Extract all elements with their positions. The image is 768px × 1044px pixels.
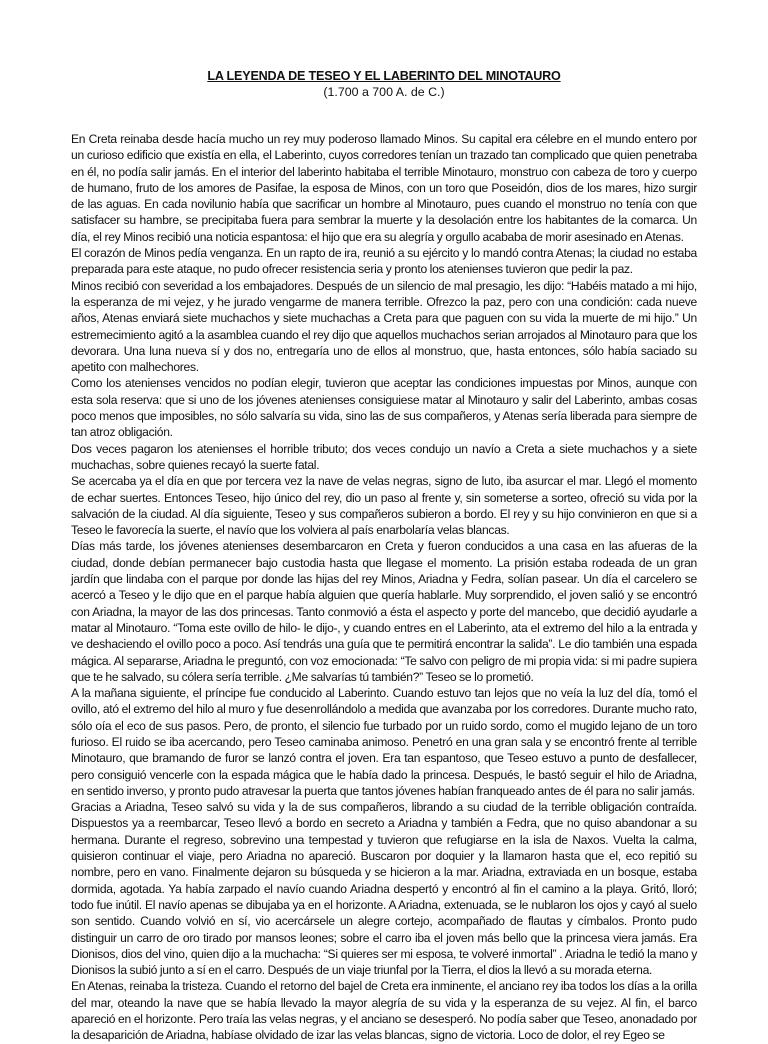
paragraph: El corazón de Minos pedía venganza. En un rapto de ira, reunió a su ejército y lo mandó contra Atenas; la ciudad no estaba preparada para este ataque, no pudo ofrecer resistencia seria y pronto los atenienses tuvieron que pedir la paz. (71, 246, 697, 277)
document-subtitle: (1.700 a 700 A. de C.) (323, 85, 445, 99)
paragraph: Minos recibió con severidad a los embajadores. Después de un silencio de mal presagio, les dijo: “Habéis matado a mi hijo, la esperanza de mi vejez, y he jurado vengarme de manera terrible. Ofrezco la paz, pero con una condición: cada nueve años, Atenas enviará siete muchachos y siete muchachas a Creta para que paguen con su vida la muerte de mi hijo.” Un estremecimiento agitó a la asamblea cuando el rey dijo que aquellos muchachos serian arrojados al Minotauro para que los devorara. Una luna nueva sí y dos no, entregaría uno de ellos al monstruo, que, hasta entonces, sólo había saciado su apetito con malhechores. (71, 278, 697, 375)
paragraph: Gracias a Ariadna, Teseo salvó su vida y la de sus compañeros, librando a su ciudad de la terrible obligación contraída. Dispuestos ya a reembarcar, Teseo llevó a bordo en secreto a Ariadna y también a Fedra, que no quiso abandonar a su hermana. Durante el regreso, sobrevino una tempestad y tuvieron que refugiarse en la isla de Naxos. Vuelta la calma, quisieron continuar el viaje, pero Ariadna no apareció. Buscaron por doquier y la llamaron hasta que el, eco repitió su nombre, pero en vano. Finalmente dejaron su búsqueda y se hicieron a la mar. Ariadna, extraviada en un bosque, estaba dormida, agotada. Ya había zarpado el navío cuando Ariadna despertó y encontró al fin el camino a la playa. Gritó, lloró; todo fue inútil. El navío apenas se dibujaba ya en el horizonte. A Ariadna, extenuada, se le nublaron los ojos y cayó al suelo son sentido. Cuando volvió en sí, vio acercársele un alegre cortejo, acompañado de flautas y címbalos. Pronto pudo distinguir un carro de oro tirado por mansos leones; sobre el carro iba el joven más bello que la princesa viera jamás. Era Dionisos, dios del vino, quien dijo a la muchacha: “Si quieres ser mi esposa, te volveré inmortal” . Ariadna le tedió la mano y Dionisos la subió junto a sí en el carro. Después de un viaje triunfal por la Tierra, el dios la llevó a su morada eterna. (71, 800, 697, 978)
paragraph: Se acercaba ya el día en que por tercera vez la nave de velas negras, signo de luto, iba asurcar el mar. Llegó el momento de echar suertes. Entonces Teseo, hijo único del rey, dio un paso al frente y, sin someterse a sorteo, ofreció su vida por la salvación de la ciudad. Al día siguiente, Teseo y sus compañeros subieron a bordo. El rey y su hijo convinieron en que si a Teseo le favorecía la suerte, el navío que los volviera al país enarbolaría velas blancas. (71, 474, 697, 538)
paragraph: En Creta reinaba desde hacía mucho un rey muy poderoso llamado Minos. Su capital era célebre en el mundo entero por un curioso edificio que existía en ella, el Laberinto, cuyos corredores tenían un trazado tan complicado que quien penetraba en él, no podía salir jamás. En el interior del laberinto habitaba el terrible Minotauro, monstruo con cabeza de toro y cuerpo de humano, fruto de los amores de Pasifae, la esposa de Minos, con un toro que Poseidón, dios de los mares, hizo surgir de las aguas. En cada novilunio había que sacrificar un hombre al Minotauro, pues cuando el monstruo no tenía con que satisfacer su hambre, se precipitaba fuera para sembrar la muerte y la desolación entre los habitantes de la comarca. Un día, el rey Minos recibió una noticia espantosa: el hijo que era su alegría y orgullo acababa de morir asesinado en Atenas. (71, 132, 697, 244)
document-title: LA LEYENDA DE TESEO Y EL LABERINTO DEL MINOTAURO (207, 69, 561, 83)
paragraph: En Atenas, reinaba la tristeza. Cuando el retorno del bajel de Creta era inminente, el anciano rey iba todos los días a la orilla del mar, oteando la nave que se había llevado la mayor alegría de su vida y la esperanza de su vejez. Al fin, el barco apareció en el horizonte. Pero traía las velas negras, y el anciano se desesperó. No podía saber que Teseo, anonadado por la desaparición de Ariadna, habíase olvidado de izar las velas blancas, signo de victoria. Loco de dolor, el rey Egeo se (71, 979, 697, 1043)
document-body (71, 131, 697, 1044)
paragraph: Dos veces pagaron los atenienses el horrible tributo; dos veces condujo un navío a Creta a siete muchachos y a siete muchachas, sobre quienes recayó la suerte fatal. (71, 441, 697, 472)
paragraph: Días más tarde, los jóvenes atenienses desembarcaron en Creta y fueron conducidos a una casa en las afueras de la ciudad, donde debían permanecer bajo custodia hasta que llegase el momento. La prisión estaba rodeada de un gran jardín que lindaba con el parque por donde las hijas del rey Minos, Ariadna y Fedra, solían pasear. Un día el carcelero se acercó a Teseo y le dijo que en el parque había alguien que quería hablarle. Muy sorprendido, el joven salió y se encontró con Ariadna, la mayor de las dos princesas. Tanto conmovió a ésta el aspecto y porte del mancebo, que decidió ayudarle a matar al Minotauro. “Toma este ovillo de hilo- le dijo-, y cuando entres en el Laberinto, ata el extremo del hilo a la entrada y ve deshaciendo el ovillo poco a poco. Así tendrás una guía que te permitirá encontrar la salida”. Le dio también una espada mágica. Al separarse, Ariadna le preguntó, con voz emocionada: “Te salvo con peligro de mi propia vida: si mi padre supiera que te he salvado, su cólera sería terrible. ¿Me salvarías tú también?” Teseo se lo prometió. (71, 539, 697, 684)
paragraph: Como los atenienses vencidos no podían elegir, tuvieron que aceptar las condiciones impuestas por Minos, aunque con esta sola reserva: que si uno de los jóvenes atenienses consiguiese matar al Minotauro y salir del Laberinto, ambas cosas poco menos que imposibles, no sólo salvaría su vida, sino las de sus compañeros, y Atenas sería liberada para siempre de tan atroz obligación. (71, 376, 697, 440)
paragraph: A la mañana siguiente, el príncipe fue conducido al Laberinto. Cuando estuvo tan lejos que no veía la luz del día, tomó el ovillo, ató el extremo del hilo al muro y fue desenrollándolo a medida que avanzaba por los corredores. Durante mucho rato, sólo oía el eco de sus pasos. Pero, de pronto, el silencio fue turbado por un ruido sordo, como el mugido lejano de un toro furioso. El ruido se iba acercando, pero Teseo caminaba animoso. Penetró en una gran sala y se encontró frente al terrible Minotauro, que bramando de furor se lanzó contra el joven. Era tan espantoso, que Teseo estuvo a punto de desfallecer, pero consiguió vencerle con la espada mágica que le había dado la princesa. Después, le bastó seguir el hilo de Ariadna, en sentido inverso, y pronto pudo atravesar la puerta que tantos jóvenes habían franqueado antes de él para no salir jamás. (71, 686, 697, 798)
